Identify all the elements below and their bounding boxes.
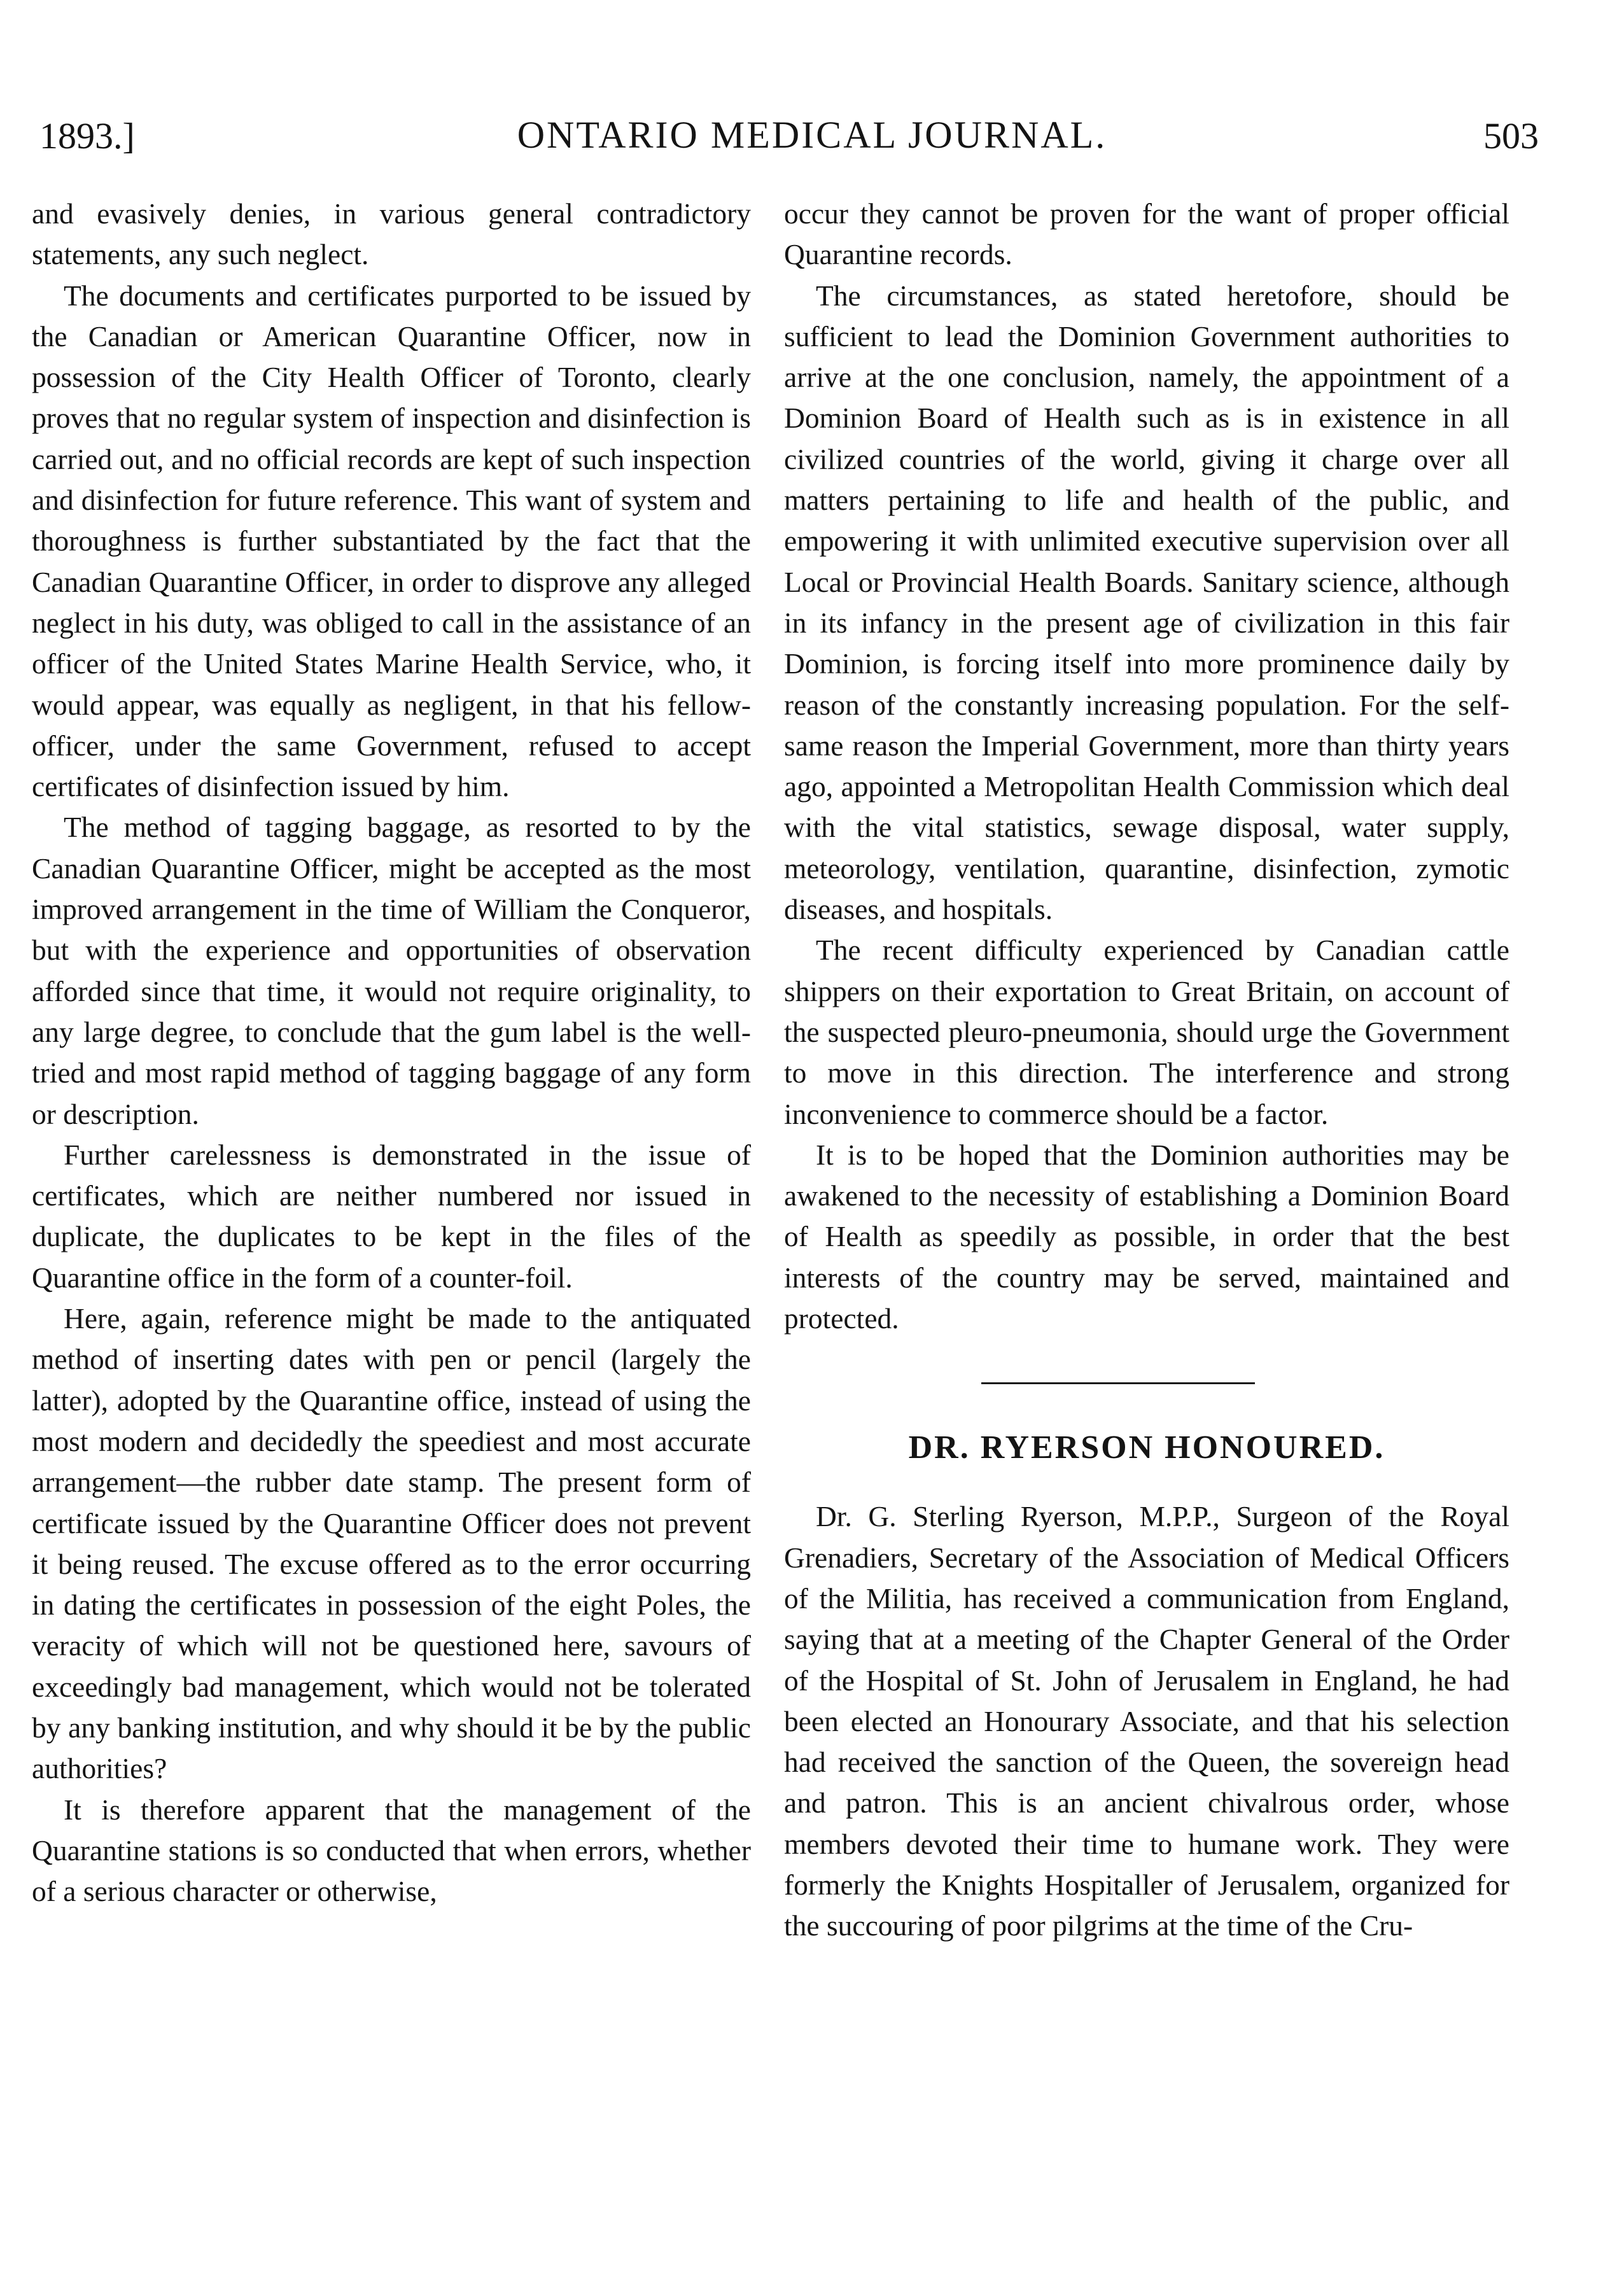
paragraph: The circumstances, as stated heretofore, should be sufficient to lead the Dominion Government authorities to arrive at the one conclusion, namely, the appointment of a Dominion Board of Health such as is in existence in all civilized countries of the world, giving it charge over all matters pertaining to life and health of the public, and empowering it with unlimited executive supervision over all Local or Provincial Health Boards. Sanitary science, although in its infancy in the present age of civilization in this fair Dominion, is forcing itself into more prominence daily by reason of the constantly increasing population. For the self-same reason the Imperial Government, more than thirty years ago, appointed a Metropolitan Health Commission which deal with the vital statistics, sewage disposal, water supply, meteorology, ventilation, quarantine, disinfection, zymotic diseases, and hospitals. xyxy=(784,279,1509,926)
section-heading: DR. RYERSON HONOURED. xyxy=(908,1429,1385,1466)
page-header xyxy=(0,0,1624,210)
header-year: 1893.] xyxy=(39,115,135,157)
paragraph: Dr. G. Sterling Ryerson, M.P.P., Surgeon of the Royal Grenadiers, Secretary of the Association of Medical Officers of the Militia, has received a communication from England, saying that at a meeting of the Chapter General of the Order of the Hospital of St. John of Jerusalem in England, he had been elected an Honourary Associate, and that his selection had received the sanction of the Queen, the sovereign head and patron. This is an ancient chivalrous order, whose members devoted their time to humane work. They were formerly the Knights Hospitaller of Jerusalem, organized for the succouring of poor pilgrims at the time of the Cru- xyxy=(784,1500,1509,1942)
paragraph: and evasively denies, in various general contradictory statements, any such neglect. xyxy=(32,197,751,271)
section-divider xyxy=(981,1382,1255,1384)
left-column xyxy=(32,193,751,1912)
paragraph: Here, again, reference might be made to the antiquated method of inserting dates with pen or pencil (largely the latter), adopted by the Quarantine office, instead of using the most modern and decidedly the speediest and most accurate arrangement—the rubber date stamp. The present form of certificate issued by the Quarantine Officer does not prevent it being reused. The excuse offered as to the error occurring in dating the certificates in possession of the eight Poles, the veracity of which will not be questioned here, savours of exceedingly bad management, which would not be tolerated by any banking institution, and why should it be by the public authorities? xyxy=(32,1302,751,1785)
paragraph: It is therefore apparent that the management of the Quarantine stations is so conducted that when errors, whether of a serious character or otherwise, xyxy=(32,1793,751,1908)
paragraph: The method of tagging baggage, as resorted to by the Canadian Quarantine Officer, might be accepted as the most improved arrangement in the time of William the Conqueror, but with the experience and opportunities of observation afforded since that time, it would not require originality, to any large degree, to conclude that the gum label is the well-tried and most rapid method of tagging baggage of any form or description. xyxy=(32,811,751,1130)
paragraph: Further carelessness is demonstrated in the issue of certificates, which are neither numbered nor issued in duplicate, the duplicates to be kept in the files of the Quarantine office in the form of a counter-foil. xyxy=(32,1138,751,1294)
journal-title: ONTARIO MEDICAL JOURNAL. xyxy=(517,114,1107,156)
right-column xyxy=(784,193,1509,1947)
page-number: 503 xyxy=(1483,115,1539,157)
paragraph: It is to be hoped that the Dominion authorities may be awakened to the necessity of establishing a Dominion Board of Health as speedily as possible, in order that the best interests of the country may be served, maintained and protected. xyxy=(784,1138,1509,1335)
paragraph: occur they cannot be proven for the want of proper official Quarantine records. xyxy=(784,197,1509,271)
paragraph: The recent difficulty experienced by Canadian cattle shippers on their exportation to Great Britain, on account of the suspected pleuro-pneumonia, should urge the Government to move in this direction. The interference and strong inconvenience to commerce should be a factor. xyxy=(784,934,1509,1130)
paragraph: The documents and certificates purported to be issued by the Canadian or American Quarantine Officer, now in possession of the City Health Officer of Toronto, clearly proves that no regular system of inspection and disinfection is carried out, and no official records are kept of such inspection and disinfection for future reference. This want of system and thoroughness is further substantiated by the fact that the Canadian Quarantine Officer, in order to disprove any alleged neglect in his duty, was obliged to call in the assistance of an officer of the United States Marine Health Service, who, it would appear, was equally as negligent, in that his fellow-officer, under the same Government, refused to accept certificates of disinfection issued by him. xyxy=(32,279,751,803)
